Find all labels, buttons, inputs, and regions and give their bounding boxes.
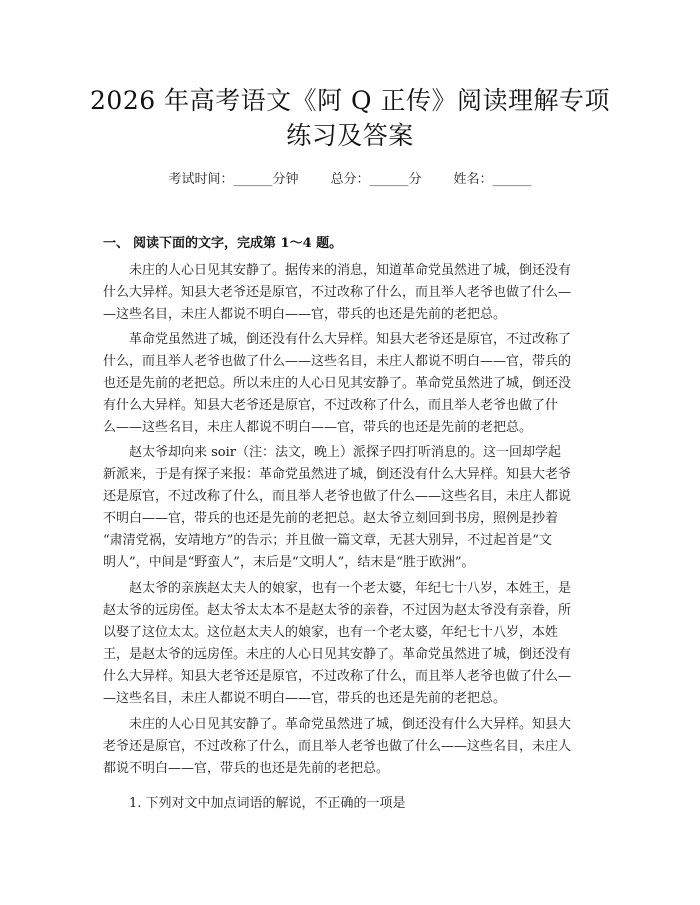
- exam-time-field: 考试时间：______分钟: [168, 172, 299, 187]
- paragraph-line: 什么大异样。知县大老爷还是原官，不过改称了什么，而且举人老爷也做了什么—: [103, 285, 572, 300]
- section-instruction: 阅读下面的文字，完成第 1～4 题。: [133, 236, 343, 251]
- paragraph-line: 赵太爷的远房侄。赵太爷太太本不是赵太爷的亲眷，不过因为赵太爷没有亲眷，所: [103, 603, 572, 618]
- paragraph-line: 新派来，于是有探子来报：革命党虽然进了城，倒还没有什么大异样。知县大老爷: [103, 467, 572, 482]
- paragraph-line: 不明白——官，带兵的也还是先前的老把总。赵太爷立刻回到书房，照例是抄着: [103, 511, 559, 526]
- paragraph-line: 革命党虽然进了城，倒还没有什么大异样。知县大老爷还是原官，不过改称了: [129, 332, 572, 347]
- paragraph-line: 老爷还是原官，不过改称了什么，而且举人老爷也做了什么——这些名目，未庄人: [103, 739, 572, 754]
- exam-info: [0, 168, 700, 187]
- section-number: 一、: [103, 236, 130, 251]
- paragraph-line: 以娶了这位太太。这位赵太夫人的娘家，也有一个老太婆，年纪七十八岁，本姓: [103, 625, 559, 640]
- paragraph-line: 赵太爷的亲族赵太夫人的娘家，也有一个老太婆，年纪七十八岁，本姓王，是: [129, 581, 572, 596]
- paragraph-line: —这些名目，未庄人都说不明白——官，带兵的也还是先前的老把总。: [103, 691, 507, 706]
- paragraph-line: 还是原官，不过改称了什么，而且举人老爷也做了什么——这些名目，未庄人都说: [103, 489, 572, 504]
- passage-paragraph-3: [103, 442, 599, 574]
- paragraph-line: 有什么大异样。知县大老爷还是原官，不过改称了什么，而且举人老爷也做了什: [103, 398, 559, 413]
- document-title-line-1: 2026 年高考语文《阿 Q 正传》阅读理解专项: [90, 86, 610, 115]
- paragraph-line: 未庄的人心日见其安静了。革命党虽然进了城，倒还没有什么大异样。知县大: [129, 717, 572, 732]
- question-1: 1. 下列对文中加点词语的解说，不正确的一项是: [129, 796, 406, 811]
- paragraph-line: 都说不明白——官，带兵的也还是先前的老把总。: [103, 761, 390, 776]
- paragraph-line: 未庄的人心日见其安静了。据传来的消息，知道革命党虽然进了城，倒还没有: [129, 263, 572, 278]
- document-title-line-2: 练习及答案: [286, 121, 414, 150]
- paragraph-line: “肃清党祸，安靖地方”的告示；并且做一篇文章，无甚大别异，不过起首是“文: [103, 533, 552, 548]
- passage-paragraph-5: [103, 714, 599, 780]
- passage-paragraph-4: [103, 578, 599, 710]
- paragraph-line: 什么，而且举人老爷也做了什么——这些名目，未庄人都说不明白——官，带兵的: [103, 354, 572, 369]
- exam-score-field: 总分：______分: [330, 172, 422, 187]
- paragraph-line: 什么大异样。知县大老爷还是原官，不过改称了什么，而且举人老爷也做了什么—: [103, 669, 572, 684]
- paragraph-line: 么——这些名目，未庄人都说不明白——官，带兵的也还是先前的老把总。: [103, 420, 533, 435]
- exam-name-field: 姓名：______: [453, 172, 532, 187]
- paragraph-line: —这些名目，未庄人都说不明白——官，带兵的也还是先前的老把总。: [103, 307, 507, 322]
- passage-paragraph-1: [103, 260, 599, 326]
- section-heading: [103, 232, 342, 251]
- paragraph-line: 明人”，中间是“野蛮人”，末后是“文明人”，结末是“胜于欧洲”。: [103, 555, 475, 570]
- paragraph-line: 赵太爷却向来 soir（注：法文，晚上）派探子四打听消息的。这一回却学起: [129, 445, 562, 460]
- paragraph-line: 也还是先前的老把总。所以未庄的人心日见其安静了。革命党虽然进了城，倒还没: [103, 376, 572, 391]
- paragraph-line: 王，是赵太爷的远房侄。未庄的人心日见其安静了。革命党虽然进了城，倒还没有: [103, 647, 572, 662]
- passage-paragraph-2: [103, 329, 599, 439]
